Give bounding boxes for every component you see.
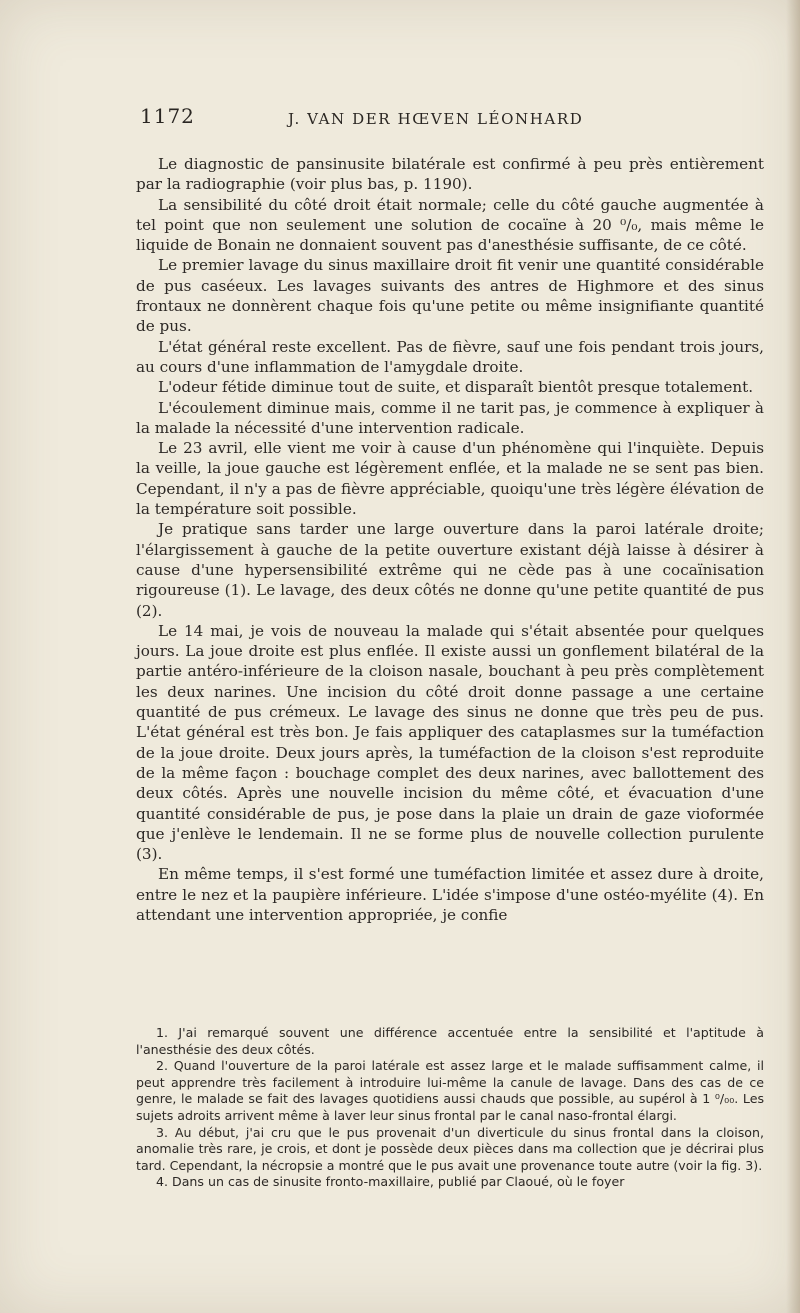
running-head: J. VAN DER HŒVEN LÉONHARD bbox=[288, 110, 584, 128]
footnote: 4. Dans un cas de sinusite fronto-maxillaire, publié par Claoué, où le foyer bbox=[156, 1174, 625, 1190]
paragraph: L'écoulement diminue mais, comme il ne tarit pas, je commence à expliquer à la malade la nécessité d'une intervention radicale. bbox=[136, 398, 764, 437]
page-number: 1172 bbox=[140, 104, 195, 128]
paragraph: Le premier lavage du sinus maxillaire droit fit venir une quantité considérable de pus caséeux. Les lavages suivants des antres de Highmore et des sinus frontaux ne donnèrent chaque fois qu'une petite ou même insignifiante quantité de pus. bbox=[136, 256, 764, 336]
page-header bbox=[140, 104, 770, 134]
footnote: 1. J'ai remarqué souvent une différence accentuée entre la sensibilité et l'aptitude à l'anesthésie des deux côtés. bbox=[136, 1025, 764, 1057]
footnote: 3. Au début, j'ai cru que le pus provenait d'un diverticule du sinus frontal dans la cloison, anomalie très rare, je crois, et dont je possède deux pièces dans ma collection que je décrirai plus tard. Cependant, la nécropsie a montré que le pus avait une provenance toute autre (voir la fig. 3). bbox=[136, 1124, 764, 1173]
paragraph: Le 14 mai, je vois de nouveau la malade qui s'était absentée pour quelques jours. La joue droite est plus enflée. Il existe aussi un gonflement bilatéral de la partie antéro-inférieure de la cloison nasale, bouchant à peu près complètement les deux narines. Une incision du côté droit donne passage a une certaine quantité de pus crémeux. Le lavage des sinus ne donne que très peu de pus. L'état général est très bon. Je fais appliquer des cataplasmes sur la tuméfaction de la joue droite. Deux jours après, la tuméfaction de la cloison s'est reproduite de la même façon : bouchage complet des deux narines, avec ballottement des deux côtés. Après une nouvelle incision du même côté, et évacuation d'une quantité considérable de pus, je pose dans la plaie un drain de gaze vioformée que j'enlève le lendemain. Il ne se forme plus de nouvelle collection purulente (3). bbox=[136, 621, 764, 864]
footnotes bbox=[136, 1025, 764, 1191]
paragraph: En même temps, il s'est formé une tuméfaction limitée et assez dure à droite, entre le nez et la paupière inférieure. L'idée s'impose d'une ostéo-myélite (4). En attendant une intervention appropriée, je confie bbox=[136, 865, 764, 924]
paragraph: Je pratique sans tarder une large ouverture dans la paroi latérale droite; l'élargissement à gauche de la petite ouverture existant déjà laisse à désirer à cause d'une hypersensibilité extrême qui ne cède pas à une cocaïnisation rigoureuse (1). Le lavage, des deux côtés ne donne qu'une petite quantité de pus (2). bbox=[136, 520, 764, 620]
footnote: 2. Quand l'ouverture de la paroi latérale est assez large et le malade suffisamment calme, il peut apprendre très facilement à introduire lui-même la canule de lavage. Dans des cas de ce genre, le malade se fait des lavages quotidiens aussi chauds que possible, au supérol à 1 ⁰/₀₀. Les sujets adroits arrivent même à laver leur sinus frontal par le canal naso-frontal élargi. bbox=[136, 1058, 764, 1123]
paragraph: L'état général reste excellent. Pas de fièvre, sauf une fois pendant trois jours, au cours d'une inflammation de l'amygdale droite. bbox=[136, 337, 764, 376]
page-edge-shadow bbox=[786, 0, 800, 1313]
main-text bbox=[136, 154, 764, 925]
paragraph: Le diagnostic de pansinusite bilatérale est confirmé à peu près entièrement par la radiographie (voir plus bas, p. 1190). bbox=[136, 155, 764, 194]
paragraph: La sensibilité du côté droit était normale; celle du côté gauche augmentée à tel point que non seulement une solution de cocaïne à 20 ⁰/₀, mais même le liquide de Bonain ne donnaient souvent pas d'anesthésie suffisante, de ce côté. bbox=[136, 195, 764, 255]
paragraph: Le 23 avril, elle vient me voir à cause d'un phénomène qui l'inquiète. Depuis la veille, la joue gauche est légèrement enflée, et la malade ne se sent pas bien. Cependant, il n'y a pas de fièvre appréciable, quoiqu'une très légère élévation de la température soit possible. bbox=[136, 439, 764, 519]
paragraph: L'odeur fétide diminue tout de suite, et disparaît bientôt presque totalement. bbox=[158, 378, 754, 397]
